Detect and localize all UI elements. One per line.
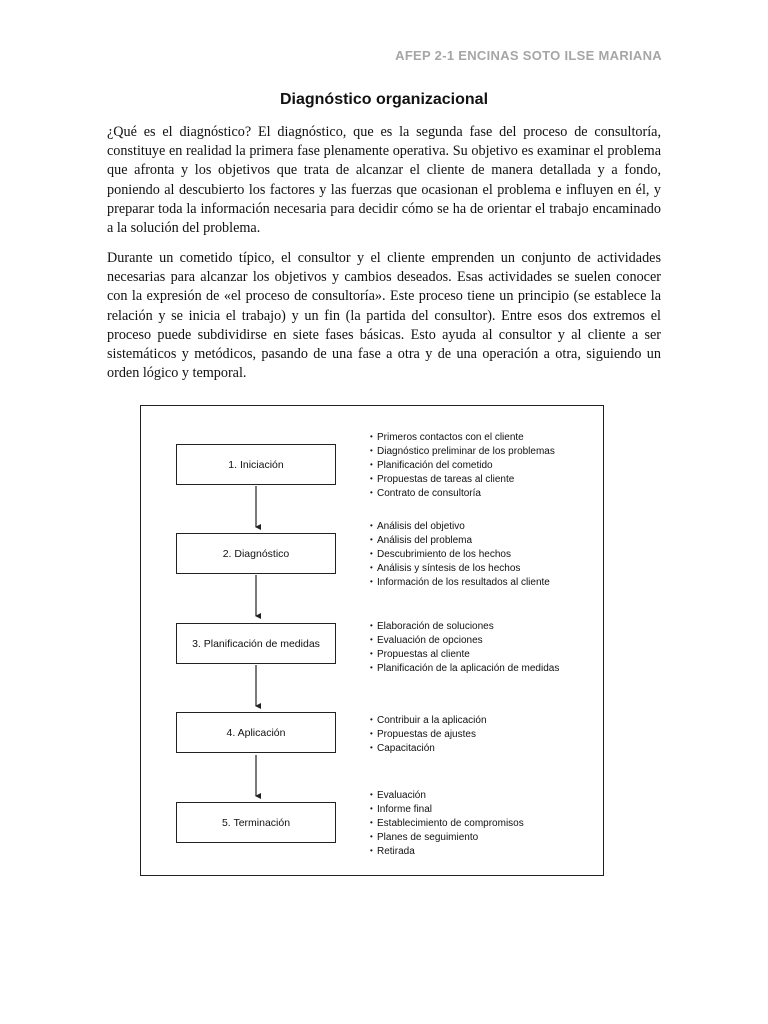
list-item: • Planificación del cometido xyxy=(370,458,555,472)
paragraph-diagnostico: ¿Qué es el diagnóstico? El diagnóstico, que es la segunda fase del proceso de consultoría, constituye en realidad la primera fase plenamente operativa. Su objetivo es examinar el problema que afronta y los objetivos que trata de alcanzar el cliente de manera detallada y a fondo, poniendo al descubierto los factores y las fuerzas que ocasionan el problema e influyen en él, y preparar toda la información necesaria para decidir cómo se ha de orientar el trabajo encaminado a la solución del problema. xyxy=(107,124,661,237)
list-item: • Planes de seguimiento xyxy=(370,830,524,844)
list-item: • Contrato de consultoría xyxy=(370,486,555,500)
list-item: • Diagnóstico preliminar de los problemas xyxy=(370,444,555,458)
step-box-terminacion: 5. Terminación xyxy=(176,802,336,843)
list-item: • Establecimiento de compromisos xyxy=(370,816,524,830)
author-header: AFEP 2-1 ENCINAS SOTO ILSE MARIANA xyxy=(395,48,662,63)
list-item: • Informe final xyxy=(370,802,524,816)
list-item: • Retirada xyxy=(370,844,524,858)
list-item: • Planificación de la aplicación de medidas xyxy=(370,661,559,675)
list-item: • Primeros contactos con el cliente xyxy=(370,430,555,444)
step-list-diagnostico xyxy=(370,519,550,589)
list-item: • Elaboración de soluciones xyxy=(370,619,559,633)
list-item: • Propuestas de ajustes xyxy=(370,727,487,741)
step-list-terminacion xyxy=(370,788,524,858)
step-box-diagnostico: 2. Diagnóstico xyxy=(176,533,336,574)
list-item: • Contribuir a la aplicación xyxy=(370,713,487,727)
step-list-iniciacion xyxy=(370,430,555,500)
step-list-aplicacion xyxy=(370,713,487,755)
list-item: • Análisis del objetivo xyxy=(370,519,550,533)
list-item: • Capacitación xyxy=(370,741,487,755)
step-box-iniciacion: 1. Iniciación xyxy=(176,444,336,485)
list-item: • Propuestas de tareas al cliente xyxy=(370,472,555,486)
list-item: • Descubrimiento de los hechos xyxy=(370,547,550,561)
list-item: • Evaluación xyxy=(370,788,524,802)
list-item: • Propuestas al cliente xyxy=(370,647,559,661)
list-item: • Análisis del problema xyxy=(370,533,550,547)
step-box-aplicacion: 4. Aplicación xyxy=(176,712,336,753)
step-list-planificacion xyxy=(370,619,559,675)
list-item: • Evaluación de opciones xyxy=(370,633,559,647)
paragraph-proceso: Durante un cometido típico, el consultor y el cliente emprenden un conjunto de actividades necesarias para alcanzar los objetivos y cambios deseados. Esas actividades se suelen conocer con la expresión de «el proceso de consultoría». Este proceso tiene un principio (se establece la relación y se inicia el trabajo) y un fin (la partida del consultor). Entre esos dos extremos el proceso puede subdividirse en siete fases básicas. Esto ayuda al consultor y al cliente a ser sistemáticos y metódicos, pasando de una fase a otra y de una operación a otra, siguiendo un orden lógico y temporal. xyxy=(107,250,661,382)
step-box-planificacion: 3. Planificación de medidas xyxy=(176,623,336,664)
consulting-process-diagram xyxy=(140,405,604,876)
list-item: • Análisis y síntesis de los hechos xyxy=(370,561,550,575)
list-item: • Información de los resultados al cliente xyxy=(370,575,550,589)
page-title: Diagnóstico organizacional xyxy=(279,91,489,108)
